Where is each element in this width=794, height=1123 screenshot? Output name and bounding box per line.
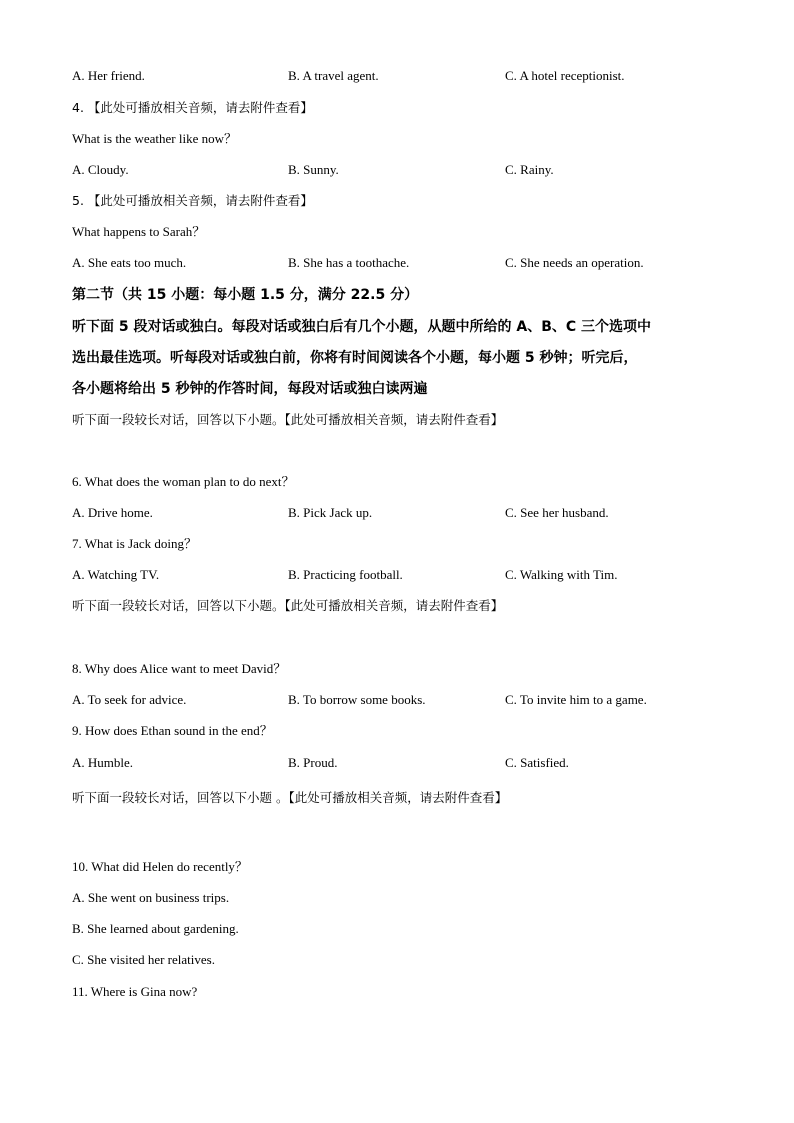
section2-instruction-line2: 选出最佳选项。听每段对话或独白前，你将有时间阅读各个小题，每小题 5 秒钟；听完后， — [72, 350, 638, 366]
q5-option-c: C. She needs an operation. — [505, 255, 644, 270]
q5-audio-note[interactable]: 5. 【此处可播放相关音频，请去附件查看】 — [72, 193, 313, 208]
q9-option-c: C. Satisfied. — [505, 755, 569, 770]
q8-option-b: B. To borrow some books. — [288, 692, 426, 707]
section2-instruction-line3: 各小题将给出 5 秒钟的作答时间，每段对话或独白读两遍 — [72, 381, 428, 397]
q6-option-b: B. Pick Jack up. — [288, 505, 373, 520]
q8-question: 8. Why does Alice want to meet David？ — [72, 661, 287, 676]
q3-option-a: A. Her friend. — [72, 68, 145, 83]
q8-option-a: A. To seek for advice. — [72, 692, 187, 707]
q4-question: What is the weather like now？ — [72, 131, 237, 146]
section2-instruction-line1: 听下面 5 段对话或独白。每段对话或独白后有几个小题，从题中所给的 A、B、C 三个选项中 — [72, 319, 652, 335]
q7-question: 7. What is Jack doing？ — [72, 536, 198, 551]
q4-option-b: B. Sunny. — [288, 162, 339, 177]
dialog1-intro[interactable]: 听下面一段较长对话，回答以下小题。【此处可播放相关音频，请去附件查看】 — [72, 412, 504, 427]
q6-option-c: C. See her husband. — [505, 505, 609, 520]
q5-question: What happens to Sarah？ — [72, 224, 206, 239]
q7-option-c: C. Walking with Tim. — [505, 567, 618, 582]
q4-option-a: A. Cloudy. — [72, 162, 129, 177]
q3-option-c: C. A hotel receptionist. — [505, 68, 625, 83]
q4-option-c: C. Rainy. — [505, 162, 554, 177]
q8-option-c: C. To invite him to a game. — [505, 692, 647, 707]
q3-option-b: B. A travel agent. — [288, 68, 379, 83]
q6-question: 6. What does the woman plan to do next？ — [72, 474, 295, 489]
q10-option-a: A. She went on business trips. — [72, 890, 230, 905]
q9-option-a: A. Humble. — [72, 755, 134, 770]
q7-option-a: A. Watching TV. — [72, 567, 160, 582]
q6-option-a: A. Drive home. — [72, 505, 153, 520]
q11-question: 11. Where is Gina now? — [72, 984, 198, 999]
q10-option-c: C. She visited her relatives. — [72, 952, 215, 967]
section2-heading: 第二节（共 15 小题：每小题 1.5 分，满分 22.5 分） — [72, 287, 419, 303]
dialog3-intro[interactable]: 听下面一段较长对话，回答以下小题 。【此处可播放相关音频，请去附件查看】 — [72, 790, 508, 805]
q10-option-b: B. She learned about gardening. — [72, 921, 239, 936]
q9-question: 9. How does Ethan sound in the end？ — [72, 723, 273, 738]
q9-option-b: B. Proud. — [288, 755, 338, 770]
q5-option-b: B. She has a toothache. — [288, 255, 410, 270]
q4-audio-note[interactable]: 4. 【此处可播放相关音频，请去附件查看】 — [72, 100, 313, 115]
q5-option-a: A. She eats too much. — [72, 255, 187, 270]
q10-question: 10. What did Helen do recently？ — [72, 859, 248, 874]
q7-option-b: B. Practicing football. — [288, 567, 403, 582]
dialog2-intro[interactable]: 听下面一段较长对话，回答以下小题。【此处可播放相关音频，请去附件查看】 — [72, 598, 504, 613]
